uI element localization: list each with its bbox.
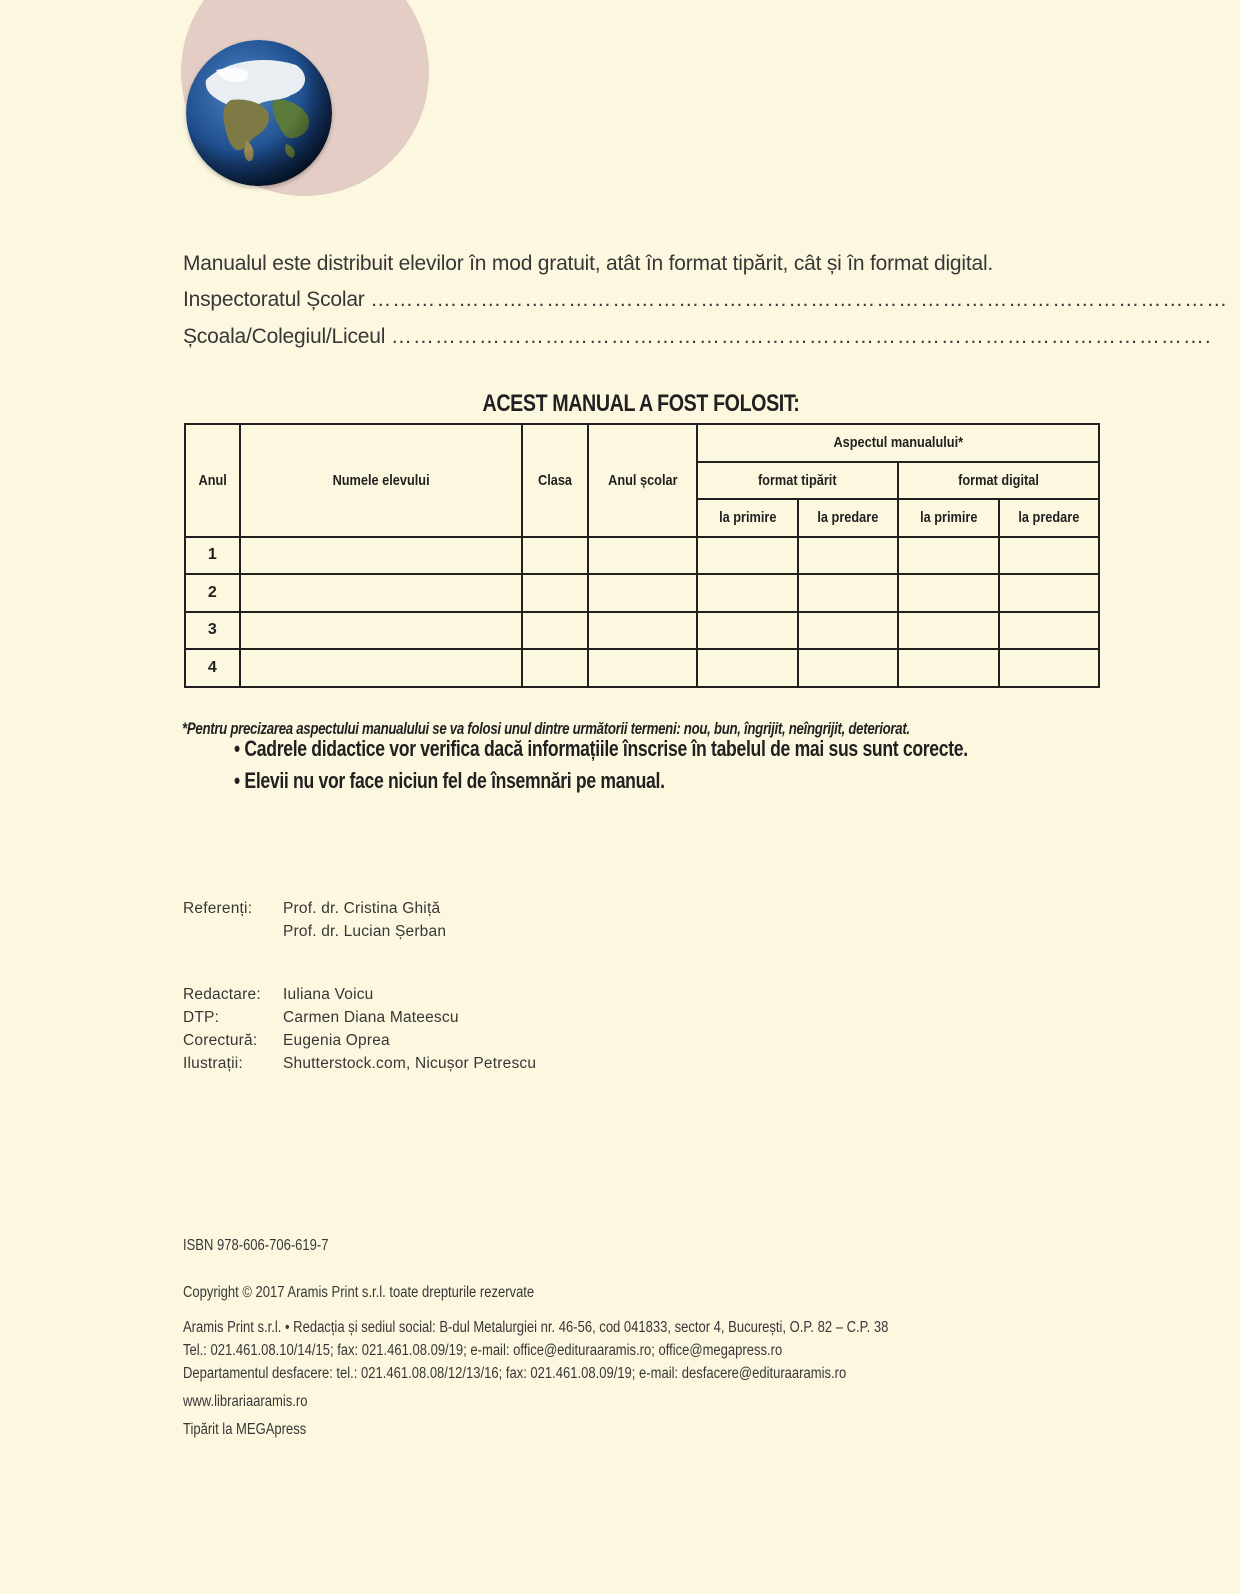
cell-anul-scolar[interactable] bbox=[588, 612, 698, 650]
cell-numele[interactable] bbox=[240, 537, 522, 575]
corectura-value: Eugenia Oprea bbox=[283, 1032, 390, 1049]
table-row bbox=[185, 612, 1099, 650]
cell-digital-primire[interactable] bbox=[898, 537, 998, 575]
cell-anul-scolar[interactable] bbox=[588, 574, 698, 612]
cell-digital-predare[interactable] bbox=[999, 574, 1100, 612]
header-clasa: Clasa bbox=[522, 424, 588, 537]
header-format-digital: format digital bbox=[898, 462, 1099, 500]
inspectorat-fill-dots: ……………………………………………………………………………………………………… bbox=[370, 288, 1229, 311]
cell-tiparit-primire[interactable] bbox=[697, 649, 797, 687]
footnote-terms: nou, bun, îngrijit, neîngrijit, deteriorat. bbox=[683, 719, 910, 738]
cell-clasa[interactable] bbox=[522, 574, 588, 612]
usage-table bbox=[184, 423, 1100, 688]
header-la-predare-digital: la predare bbox=[999, 499, 1100, 537]
dtp-label: DTP: bbox=[183, 1009, 220, 1026]
row-number: 1 bbox=[185, 537, 240, 575]
publisher-address: Aramis Print s.r.l. • Redacția și sediul social: B-dul Metalurgiei nr. 46-56, cod 041833, sector 4, București, O.P. 82 – C.P. 38 bbox=[183, 1319, 889, 1336]
cell-tiparit-predare[interactable] bbox=[798, 537, 898, 575]
header-numele-elevului: Numele elevului bbox=[240, 424, 522, 537]
website-link[interactable]: www.librariaaramis.ro bbox=[183, 1393, 308, 1410]
header-aspectul-manualului: Aspectul manualului* bbox=[697, 424, 1099, 462]
referent-2: Prof. dr. Lucian Șerban bbox=[283, 923, 447, 940]
cell-digital-predare[interactable] bbox=[999, 612, 1100, 650]
cell-anul-scolar[interactable] bbox=[588, 649, 698, 687]
cell-tiparit-primire[interactable] bbox=[697, 537, 797, 575]
inspectorat-label: Inspectoratul Școlar bbox=[183, 288, 365, 311]
cell-digital-predare[interactable] bbox=[999, 537, 1100, 575]
cell-tiparit-predare[interactable] bbox=[798, 574, 898, 612]
footnote-text: *Pentru precizarea aspectului manualului se va folosi unul dintre următorii termeni: bbox=[182, 719, 684, 738]
cell-tiparit-predare[interactable] bbox=[798, 649, 898, 687]
table-header-row bbox=[185, 424, 1099, 462]
copyright: Copyright © 2017 Aramis Print s.r.l. toate drepturile rezervate bbox=[183, 1284, 535, 1301]
header-la-primire-tiparit: la primire bbox=[697, 499, 797, 537]
cell-anul-scolar[interactable] bbox=[588, 537, 698, 575]
cell-numele[interactable] bbox=[240, 574, 522, 612]
ilustratii-label: Ilustrații: bbox=[183, 1055, 243, 1072]
row-number: 2 bbox=[185, 574, 240, 612]
table-row bbox=[185, 574, 1099, 612]
cell-clasa[interactable] bbox=[522, 649, 588, 687]
sales-department: Departamentul desfacere: tel.: 021.461.08.08/12/13/16; fax: 021.461.08.09/19; e-mail: desfacere@edituraaramis.ro bbox=[183, 1365, 847, 1382]
scoala-line bbox=[183, 325, 1212, 349]
cell-numele[interactable] bbox=[240, 612, 522, 650]
cell-numele[interactable] bbox=[240, 649, 522, 687]
table-row bbox=[185, 537, 1099, 575]
cell-digital-predare[interactable] bbox=[999, 649, 1100, 687]
header-anul: Anul bbox=[185, 424, 240, 537]
publisher-contact: Tel.: 021.461.08.10/14/15; fax: 021.461.08.09/19; e-mail: office@edituraaramis.ro; office@megapress.ro bbox=[183, 1342, 783, 1359]
header-la-predare-tiparit: la predare bbox=[798, 499, 898, 537]
cell-tiparit-predare[interactable] bbox=[798, 612, 898, 650]
redactare-label: Redactare: bbox=[183, 986, 261, 1003]
cell-clasa[interactable] bbox=[522, 612, 588, 650]
referenti-label: Referenți: bbox=[183, 900, 253, 917]
printed-by: Tipărit la MEGApress bbox=[183, 1421, 307, 1438]
corectura-label: Corectură: bbox=[183, 1032, 258, 1049]
table-title: ACEST MANUAL A FOST FOLOSIT: bbox=[482, 390, 800, 417]
note-teachers-verify: • Cadrele didactice vor verifica dacă informațiile înscrise în tabelul de mai sus sunt corecte. bbox=[234, 736, 968, 761]
scoala-fill-dots: …………………………………………………………………………………………………. bbox=[390, 325, 1212, 348]
table-row bbox=[185, 649, 1099, 687]
note-no-markings: • Elevii nu vor face niciun fel de însemnări pe manual. bbox=[234, 768, 665, 793]
ilustratii-value: Shutterstock.com, Nicușor Petrescu bbox=[283, 1055, 537, 1072]
globe-image bbox=[186, 40, 332, 186]
redactare-value: Iuliana Voicu bbox=[283, 986, 374, 1003]
header-anul-scolar: Anul școlar bbox=[588, 424, 698, 537]
row-number: 4 bbox=[185, 649, 240, 687]
inspectorat-line bbox=[183, 288, 1228, 312]
cell-tiparit-primire[interactable] bbox=[697, 612, 797, 650]
cell-digital-primire[interactable] bbox=[898, 649, 998, 687]
scoala-label: Școala/Colegiul/Liceul bbox=[183, 325, 386, 348]
dtp-value: Carmen Diana Mateescu bbox=[283, 1009, 459, 1026]
cell-digital-primire[interactable] bbox=[898, 574, 998, 612]
isbn: ISBN 978-606-706-619-7 bbox=[183, 1237, 329, 1254]
cell-tiparit-primire[interactable] bbox=[697, 574, 797, 612]
header-format-tiparit: format tipărit bbox=[697, 462, 898, 500]
cell-clasa[interactable] bbox=[522, 537, 588, 575]
referent-1: Prof. dr. Cristina Ghiță bbox=[283, 900, 441, 917]
row-number: 3 bbox=[185, 612, 240, 650]
distribution-statement: Manualul este distribuit elevilor în mod gratuit, atât în format tipărit, cât și în format digital. bbox=[183, 252, 994, 275]
cell-digital-primire[interactable] bbox=[898, 612, 998, 650]
header-la-primire-digital: la primire bbox=[898, 499, 998, 537]
